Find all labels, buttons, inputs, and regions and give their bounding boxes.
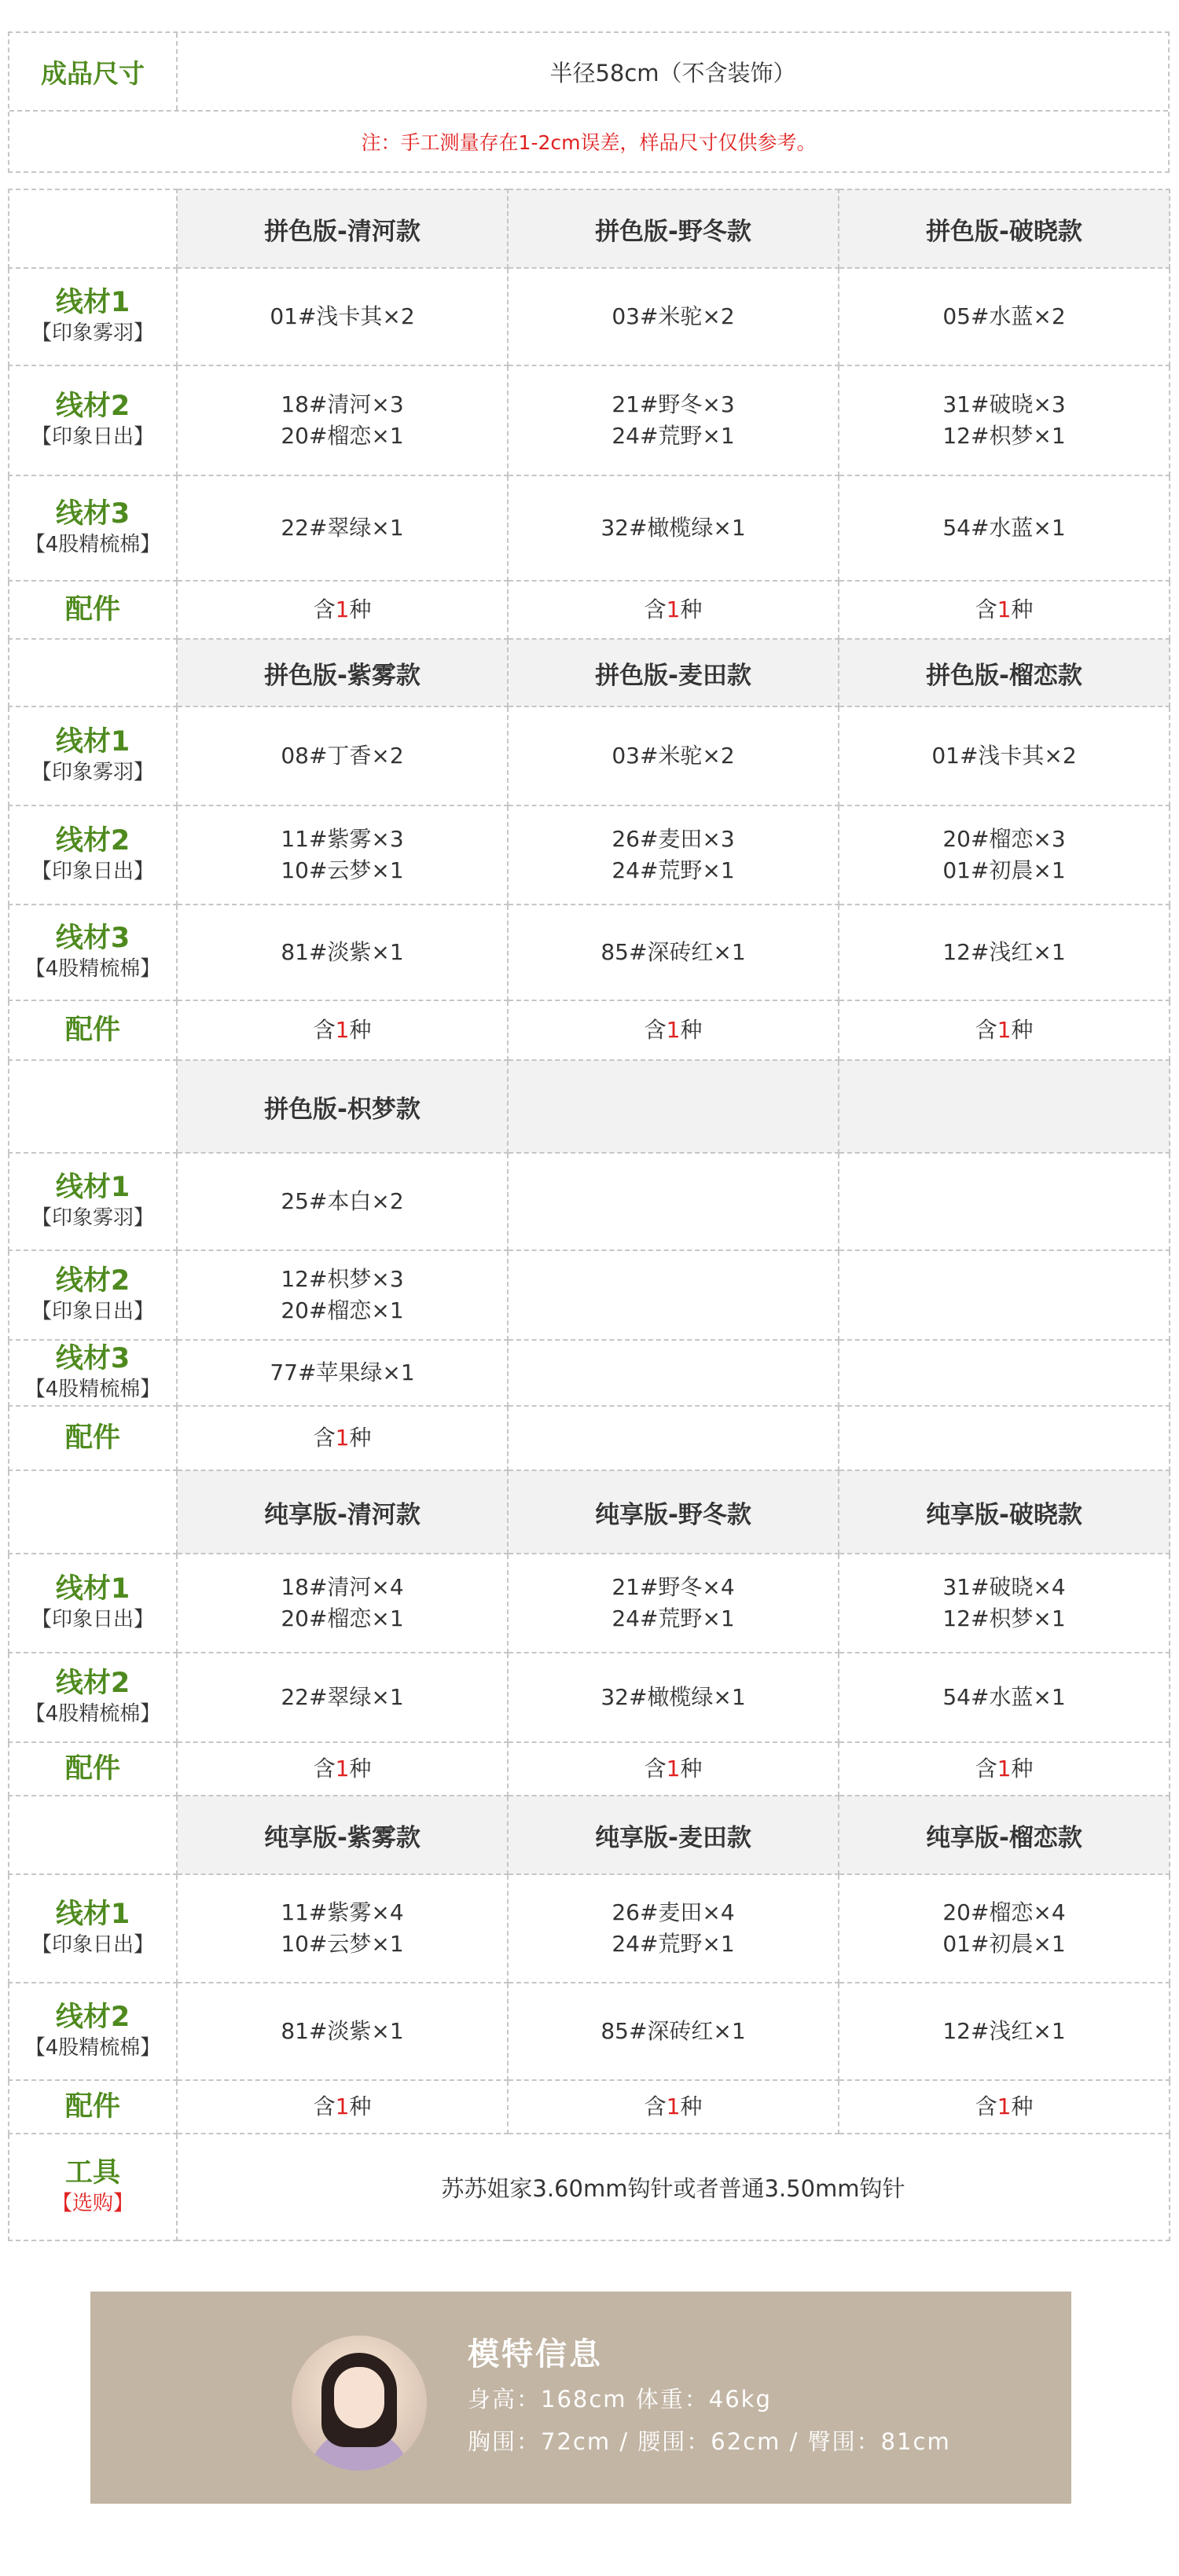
material-label: 线材3 bbox=[55, 1343, 130, 1374]
accessory-value-cell bbox=[839, 1742, 1170, 1796]
material-table bbox=[8, 189, 1170, 2241]
yarn-spec: 25#本白×2 bbox=[281, 1188, 404, 1214]
accessory-count: 1 bbox=[335, 2093, 350, 2119]
model-measure-line-2: 胸围：72cm / 腰围：62cm / 臀围：81cm bbox=[468, 2428, 951, 2455]
accessory-prefix: 含 bbox=[313, 1756, 336, 1782]
accessory-prefix: 含 bbox=[644, 1017, 667, 1043]
yarn-spec: 18#清河×4 bbox=[281, 1574, 404, 1600]
material-value-cell bbox=[839, 1554, 1170, 1653]
material-label-cell bbox=[9, 1983, 177, 2080]
tool-value: 苏苏姐家3.60mm钩针或者普通3.50mm钩针 bbox=[177, 2134, 1170, 2240]
yarn-spec: 12#浅红×1 bbox=[942, 2018, 1066, 2044]
material-type: 【印象雾羽】 bbox=[31, 321, 154, 345]
yarn-spec: 54#水蓝×1 bbox=[942, 1684, 1066, 1710]
material-row bbox=[9, 1653, 1170, 1742]
accessory-prefix: 含 bbox=[644, 1756, 667, 1782]
material-value-cell bbox=[508, 905, 839, 1000]
material-value-cell bbox=[839, 1250, 1170, 1340]
yarn-spec: 03#米驼×2 bbox=[612, 743, 735, 769]
accessory-value-cell bbox=[177, 1406, 508, 1470]
accessory-value-cell bbox=[839, 1000, 1170, 1060]
material-type: 【印象雾羽】 bbox=[31, 761, 154, 784]
accessory-prefix: 含 bbox=[975, 2093, 997, 2119]
material-type: 【4股精梳棉】 bbox=[24, 533, 161, 556]
material-row bbox=[9, 475, 1170, 581]
accessory-label: 配件 bbox=[64, 2091, 120, 2123]
material-type: 【印象日出】 bbox=[31, 1933, 154, 1957]
yarn-spec: 01#浅卡其×2 bbox=[931, 743, 1077, 769]
accessory-value-cell bbox=[508, 1406, 839, 1470]
material-value-cell bbox=[177, 268, 508, 365]
model-info-card bbox=[90, 2292, 1071, 2504]
variant-name: 拼色版-榴恋款 bbox=[839, 639, 1170, 706]
accessory-value-cell bbox=[177, 1742, 508, 1796]
material-row bbox=[9, 1340, 1170, 1406]
material-table-body bbox=[9, 189, 1170, 2134]
yarn-spec: 18#清河×3 bbox=[281, 391, 404, 417]
accessory-suffix: 种 bbox=[680, 1756, 703, 1782]
yarn-spec: 31#破晓×3 bbox=[942, 391, 1066, 417]
yarn-spec: 24#荒野×1 bbox=[612, 857, 735, 883]
variant-name: 纯享版-榴恋款 bbox=[839, 1796, 1170, 1874]
yarn-spec: 12#浅红×1 bbox=[942, 939, 1066, 965]
header-corner-cell bbox=[9, 189, 177, 268]
accessory-suffix: 种 bbox=[349, 1017, 372, 1043]
accessory-value-cell bbox=[508, 1000, 839, 1060]
yarn-spec: 12#枳梦×3 bbox=[281, 1266, 404, 1292]
accessory-prefix: 含 bbox=[975, 1756, 997, 1782]
material-value-cell bbox=[177, 1340, 508, 1406]
accessory-count: 1 bbox=[335, 596, 350, 622]
accessory-value-cell bbox=[508, 581, 839, 639]
material-value-cell bbox=[839, 475, 1170, 581]
accessory-prefix: 含 bbox=[313, 596, 336, 622]
material-label-cell bbox=[9, 268, 177, 365]
material-label-cell bbox=[9, 1874, 177, 1983]
accessory-suffix: 种 bbox=[1011, 1756, 1034, 1782]
yarn-spec: 11#紫雾×3 bbox=[281, 826, 404, 852]
material-value-cell bbox=[177, 1874, 508, 1983]
accessory-label: 配件 bbox=[64, 594, 120, 626]
material-label: 线材1 bbox=[55, 726, 130, 758]
material-value-cell bbox=[177, 1983, 508, 2080]
accessory-count: 1 bbox=[335, 1425, 350, 1451]
material-value-cell bbox=[839, 905, 1170, 1000]
accessory-count: 1 bbox=[666, 2093, 681, 2119]
material-row bbox=[9, 1874, 1170, 1983]
model-avatar bbox=[292, 2336, 427, 2471]
yarn-spec: 24#荒野×1 bbox=[612, 423, 735, 449]
material-value-cell bbox=[177, 805, 508, 905]
material-value-cell bbox=[177, 1250, 508, 1340]
accessory-suffix: 种 bbox=[349, 1425, 372, 1451]
material-type: 【4股精梳棉】 bbox=[24, 1702, 161, 1726]
variant-name: 纯享版-麦田款 bbox=[508, 1796, 839, 1874]
yarn-spec: 21#野冬×3 bbox=[612, 391, 735, 417]
accessory-label-cell bbox=[9, 581, 177, 639]
accessory-count: 1 bbox=[997, 596, 1012, 622]
model-measure-line-1: 身高：168cm 体重：46kg bbox=[468, 2386, 772, 2413]
yarn-spec: 85#深砖红×1 bbox=[601, 2018, 746, 2044]
accessory-label-cell bbox=[9, 2080, 177, 2134]
accessory-prefix: 含 bbox=[644, 596, 667, 622]
material-row bbox=[9, 268, 1170, 365]
accessory-suffix: 种 bbox=[680, 1017, 703, 1043]
variant-header-row bbox=[9, 1060, 1170, 1153]
variant-name: 拼色版-清河款 bbox=[177, 189, 508, 268]
accessory-count: 1 bbox=[997, 2093, 1012, 2119]
accessory-label: 配件 bbox=[64, 1422, 120, 1454]
variant-name: 纯享版-破晓款 bbox=[839, 1470, 1170, 1554]
variant-name: 拼色版-破晓款 bbox=[839, 189, 1170, 268]
material-row bbox=[9, 365, 1170, 475]
material-value-cell bbox=[508, 1874, 839, 1983]
material-value-cell bbox=[177, 1153, 508, 1250]
material-value-cell bbox=[508, 365, 839, 475]
tool-section bbox=[9, 2134, 1170, 2240]
material-row bbox=[9, 1250, 1170, 1340]
yarn-spec: 24#荒野×1 bbox=[612, 1931, 735, 1957]
size-value: 半径58cm（不含装饰） bbox=[549, 59, 796, 86]
material-label: 线材2 bbox=[55, 825, 130, 857]
material-label-cell bbox=[9, 1340, 177, 1406]
yarn-spec: 26#麦田×3 bbox=[612, 826, 735, 852]
yarn-spec: 12#枳梦×1 bbox=[942, 1605, 1066, 1631]
accessory-value-cell bbox=[839, 1406, 1170, 1470]
tool-label: 工具 bbox=[64, 2157, 120, 2189]
material-value-cell bbox=[177, 1653, 508, 1742]
material-value-cell bbox=[508, 1653, 839, 1742]
material-value-cell bbox=[508, 475, 839, 581]
header-corner-cell bbox=[9, 639, 177, 706]
avatar-face-shape bbox=[334, 2367, 384, 2428]
accessory-prefix: 含 bbox=[313, 2093, 336, 2119]
accessory-prefix: 含 bbox=[975, 1017, 997, 1043]
accessory-suffix: 种 bbox=[349, 1756, 372, 1782]
yarn-spec: 20#榴恋×4 bbox=[942, 1899, 1066, 1925]
accessory-prefix: 含 bbox=[313, 1425, 336, 1451]
accessory-label-cell bbox=[9, 1406, 177, 1470]
material-value-cell bbox=[177, 706, 508, 805]
variant-name: 拼色版-野冬款 bbox=[508, 189, 839, 268]
material-type: 【4股精梳棉】 bbox=[24, 957, 161, 981]
yarn-spec: 32#橄榄绿×1 bbox=[601, 1684, 746, 1710]
variant-name: 拼色版-枳梦款 bbox=[177, 1060, 508, 1153]
yarn-spec: 01#初晨×1 bbox=[942, 1931, 1066, 1957]
accessory-suffix: 种 bbox=[349, 596, 372, 622]
tool-row bbox=[9, 2134, 1170, 2240]
yarn-spec: 03#米驼×2 bbox=[612, 303, 735, 329]
material-label: 线材2 bbox=[55, 1668, 130, 1699]
yarn-spec: 20#榴恋×1 bbox=[281, 1605, 404, 1631]
yarn-spec: 20#榴恋×3 bbox=[942, 826, 1066, 852]
accessory-count: 1 bbox=[997, 1756, 1012, 1782]
accessory-count: 1 bbox=[666, 1017, 681, 1043]
tool-sub-label: 【选购】 bbox=[51, 2192, 134, 2215]
material-label: 线材2 bbox=[55, 391, 130, 422]
material-value-cell bbox=[177, 475, 508, 581]
accessory-count: 1 bbox=[666, 1756, 681, 1782]
variant-name: 纯享版-清河款 bbox=[177, 1470, 508, 1554]
accessory-prefix: 含 bbox=[313, 1017, 336, 1043]
accessory-label-cell bbox=[9, 1742, 177, 1796]
material-type: 【印象日出】 bbox=[31, 860, 154, 883]
variant-header-row bbox=[9, 1796, 1170, 1874]
variant-header-row bbox=[9, 639, 1170, 706]
variant-name: 拼色版-麦田款 bbox=[508, 639, 839, 706]
material-type: 【4股精梳棉】 bbox=[24, 1378, 161, 1401]
material-label: 线材3 bbox=[55, 923, 130, 954]
accessory-value-cell bbox=[177, 581, 508, 639]
accessory-count: 1 bbox=[335, 1756, 350, 1782]
material-value-cell bbox=[839, 1653, 1170, 1742]
material-row bbox=[9, 1554, 1170, 1653]
material-value-cell bbox=[177, 365, 508, 475]
material-label-cell bbox=[9, 706, 177, 805]
yarn-spec: 81#淡紫×1 bbox=[281, 939, 404, 965]
material-row bbox=[9, 805, 1170, 905]
material-value-cell bbox=[508, 1340, 839, 1406]
accessory-suffix: 种 bbox=[349, 2093, 372, 2119]
accessory-row bbox=[9, 2080, 1170, 2134]
material-value-cell bbox=[839, 1153, 1170, 1250]
accessory-row bbox=[9, 1742, 1170, 1796]
accessory-value-cell bbox=[177, 2080, 508, 2134]
material-label-cell bbox=[9, 365, 177, 475]
yarn-spec: 22#翠绿×1 bbox=[281, 515, 404, 541]
material-label-cell bbox=[9, 905, 177, 1000]
yarn-spec: 85#深砖红×1 bbox=[601, 939, 746, 965]
material-value-cell bbox=[839, 1340, 1170, 1406]
material-row bbox=[9, 1983, 1170, 2080]
accessory-label: 配件 bbox=[64, 1015, 120, 1046]
accessory-prefix: 含 bbox=[644, 2093, 667, 2119]
accessory-label-cell bbox=[9, 1000, 177, 1060]
accessory-suffix: 种 bbox=[680, 2093, 703, 2119]
material-label: 线材2 bbox=[55, 1265, 130, 1297]
material-value-cell bbox=[839, 805, 1170, 905]
variant-header-row bbox=[9, 1470, 1170, 1554]
material-type: 【印象日出】 bbox=[31, 1300, 154, 1323]
accessory-value-cell bbox=[508, 2080, 839, 2134]
accessory-row bbox=[9, 581, 1170, 639]
material-value-cell bbox=[839, 365, 1170, 475]
yarn-spec: 12#枳梦×1 bbox=[942, 423, 1066, 449]
material-value-cell bbox=[508, 1153, 839, 1250]
yarn-spec: 01#浅卡其×2 bbox=[270, 303, 415, 329]
material-row bbox=[9, 905, 1170, 1000]
yarn-spec: 11#紫雾×4 bbox=[281, 1899, 404, 1925]
accessory-row bbox=[9, 1406, 1170, 1470]
material-label-cell bbox=[9, 475, 177, 581]
header-corner-cell bbox=[9, 1796, 177, 1874]
material-value-cell bbox=[177, 1554, 508, 1653]
accessory-value-cell bbox=[839, 2080, 1170, 2134]
variant-name: 拼色版-紫雾款 bbox=[177, 639, 508, 706]
model-title: 模特信息 bbox=[468, 2336, 603, 2372]
material-label: 线材1 bbox=[55, 1172, 130, 1203]
yarn-spec: 05#水蓝×2 bbox=[942, 303, 1066, 329]
tool-label-cell bbox=[9, 2134, 177, 2240]
yarn-spec: 20#榴恋×1 bbox=[281, 1297, 404, 1323]
accessory-suffix: 种 bbox=[680, 596, 703, 622]
size-row bbox=[9, 33, 1168, 112]
material-value-cell bbox=[508, 805, 839, 905]
header-corner-cell bbox=[9, 1060, 177, 1153]
yarn-spec: 21#野冬×4 bbox=[612, 1574, 735, 1600]
yarn-spec: 22#翠绿×1 bbox=[281, 1684, 404, 1710]
accessory-suffix: 种 bbox=[1011, 1017, 1034, 1043]
material-label-cell bbox=[9, 1153, 177, 1250]
accessory-count: 1 bbox=[335, 1017, 350, 1043]
yarn-spec: 24#荒野×1 bbox=[612, 1605, 735, 1631]
material-value-cell bbox=[839, 706, 1170, 805]
accessory-value-cell bbox=[508, 1742, 839, 1796]
yarn-spec: 20#榴恋×1 bbox=[281, 423, 404, 449]
material-value-cell bbox=[508, 706, 839, 805]
material-value-cell bbox=[508, 1983, 839, 2080]
material-label: 线材2 bbox=[55, 2002, 130, 2033]
yarn-spec: 31#破晓×4 bbox=[942, 1574, 1066, 1600]
material-label-cell bbox=[9, 1653, 177, 1742]
yarn-spec: 01#初晨×1 bbox=[942, 857, 1066, 883]
accessory-value-cell bbox=[839, 581, 1170, 639]
material-value-cell bbox=[508, 1250, 839, 1340]
variant-name bbox=[508, 1060, 839, 1153]
size-table bbox=[8, 31, 1170, 173]
size-note: 注：手工测量存在1-2cm误差，样品尺寸仅供参考。 bbox=[361, 131, 817, 154]
material-label-cell bbox=[9, 805, 177, 905]
material-label-cell bbox=[9, 1554, 177, 1653]
accessory-label: 配件 bbox=[64, 1753, 120, 1785]
yarn-spec: 77#苹果绿×1 bbox=[270, 1360, 415, 1385]
accessory-row bbox=[9, 1000, 1170, 1060]
accessory-value-cell bbox=[177, 1000, 508, 1060]
variant-name: 纯享版-紫雾款 bbox=[177, 1796, 508, 1874]
model-text bbox=[468, 2331, 951, 2463]
accessory-suffix: 种 bbox=[1011, 596, 1034, 622]
material-type: 【印象雾羽】 bbox=[31, 1206, 154, 1230]
yarn-spec: 10#云梦×1 bbox=[281, 1931, 404, 1957]
variant-header-row bbox=[9, 189, 1170, 268]
variant-name: 纯享版-野冬款 bbox=[508, 1470, 839, 1554]
material-label: 线材1 bbox=[55, 1899, 130, 1930]
accessory-count: 1 bbox=[997, 1017, 1012, 1043]
material-label: 线材1 bbox=[55, 1573, 130, 1605]
accessory-prefix: 含 bbox=[975, 596, 997, 622]
material-value-cell bbox=[839, 268, 1170, 365]
material-value-cell bbox=[839, 1983, 1170, 2080]
material-label: 线材3 bbox=[55, 498, 130, 530]
material-type: 【4股精梳棉】 bbox=[24, 2036, 161, 2060]
material-value-cell bbox=[839, 1874, 1170, 1983]
material-value-cell bbox=[177, 905, 508, 1000]
yarn-spec: 10#云梦×1 bbox=[281, 857, 404, 883]
yarn-spec: 32#橄榄绿×1 bbox=[601, 515, 746, 541]
material-type: 【印象日出】 bbox=[31, 1608, 154, 1631]
header-corner-cell bbox=[9, 1470, 177, 1554]
variant-name bbox=[839, 1060, 1170, 1153]
material-value-cell bbox=[508, 268, 839, 365]
material-label: 线材1 bbox=[55, 287, 130, 318]
yarn-spec: 26#麦田×4 bbox=[612, 1899, 735, 1925]
accessory-suffix: 种 bbox=[1011, 2093, 1034, 2119]
material-type: 【印象日出】 bbox=[31, 425, 154, 449]
yarn-spec: 54#水蓝×1 bbox=[942, 515, 1066, 541]
size-label: 成品尺寸 bbox=[9, 33, 178, 110]
yarn-spec: 81#淡紫×1 bbox=[281, 2018, 404, 2044]
accessory-count: 1 bbox=[666, 596, 681, 622]
material-row bbox=[9, 706, 1170, 805]
material-label-cell bbox=[9, 1250, 177, 1340]
material-value-cell bbox=[508, 1554, 839, 1653]
yarn-spec: 08#丁香×2 bbox=[281, 743, 404, 769]
material-row bbox=[9, 1153, 1170, 1250]
